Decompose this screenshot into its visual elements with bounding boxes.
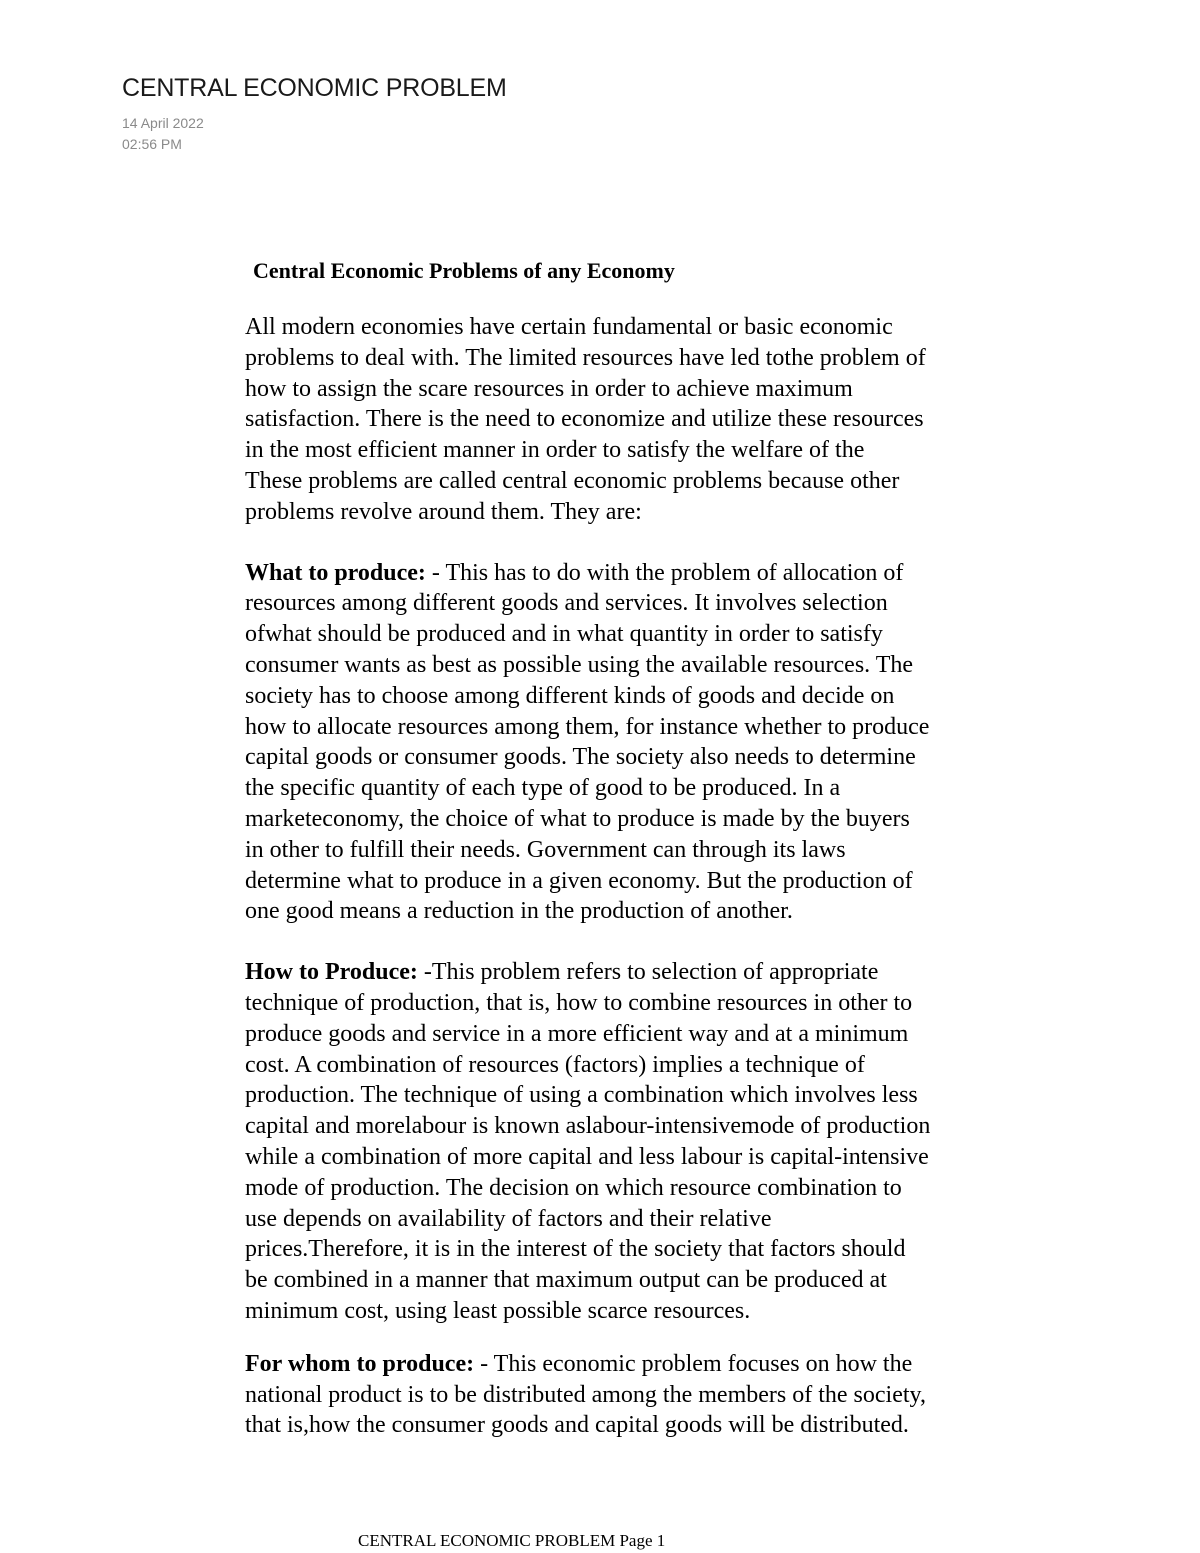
- text-line: mode of production. The decision on which resource combination to: [245, 1174, 902, 1201]
- how-to-produce-paragraph: [245, 957, 1065, 1327]
- text-line: in other to fulfill their needs. Government can through its laws: [245, 836, 846, 863]
- text-line: satisfaction. There is the need to economize and utilize these resources: [245, 406, 924, 433]
- document-body: [245, 256, 1065, 1441]
- what-to-produce-term: What to produce:: [245, 559, 426, 586]
- text-line: production. The technique of using a combination which involves less: [245, 1082, 918, 1109]
- text-line: in the most efficient manner in order to satisfy the welfare of the: [245, 437, 865, 464]
- paragraph-gap: [245, 927, 1065, 957]
- text-line: one good means a reduction in the production of another.: [245, 898, 793, 925]
- text-line: resources among different goods and services. It involves selection: [245, 590, 888, 617]
- page-footer: CENTRAL ECONOMIC PROBLEM Page 1: [358, 1531, 666, 1550]
- text-line: consumer wants as best as possible using the available resources. The: [245, 651, 914, 678]
- intro-paragraph: [245, 312, 1065, 528]
- text-line: marketeconomy, the choice of what to produce is made by the buyers: [245, 805, 910, 832]
- text-line: [245, 957, 1065, 988]
- text-line: problems revolve around them. They are:: [245, 498, 642, 525]
- for-whom-to-produce-term: For whom to produce:: [245, 1350, 475, 1377]
- page-title: CENTRAL ECONOMIC PROBLEM: [122, 74, 507, 102]
- text-line: how to assign the scare resources in order to achieve maximum: [245, 375, 853, 402]
- what-to-produce-lead: - This has to do with the problem of allocation of: [425, 559, 904, 586]
- note-date: 14 April 2022: [122, 115, 204, 131]
- text-line: the specific quantity of each type of good to be produced. In a: [245, 775, 841, 802]
- how-to-produce-lead: -This problem refers to selection of appropriate: [417, 959, 879, 986]
- text-line: [245, 1349, 1065, 1380]
- text-line: determine what to produce in a given economy. But the production of: [245, 867, 913, 894]
- text-line: how to allocate resources among them, for instance whether to produce: [245, 713, 930, 740]
- text-line: ofwhat should be produced and in what quantity in order to satisfy: [245, 621, 883, 648]
- what-to-produce-paragraph: [245, 558, 1065, 928]
- text-line: technique of production, that is, how to combine resources in other to: [245, 989, 913, 1016]
- text-line: be combined in a manner that maximum output can be produced at: [245, 1267, 887, 1294]
- document-heading: Central Economic Problems of any Economy: [253, 258, 675, 283]
- text-line: cost. A combination of resources (factors) implies a technique of: [245, 1051, 865, 1078]
- text-line: use depends on availability of factors and their relative: [245, 1205, 772, 1232]
- text-line: These problems are called central economic problems because other: [245, 467, 900, 494]
- text-line: capital goods or consumer goods. The society also needs to determine: [245, 744, 916, 771]
- note-time: 02:56 PM: [122, 136, 182, 152]
- text-line: problems to deal with. The limited resources have led tothe problem of: [245, 344, 926, 371]
- text-line: while a combination of more capital and less labour is capital-intensive: [245, 1143, 929, 1170]
- text-line: [245, 558, 1065, 589]
- text-line: society has to choose among different kinds of goods and decide on: [245, 682, 895, 709]
- text-line: minimum cost, using least possible scarce resources.: [245, 1297, 751, 1324]
- text-line: capital and morelabour is known aslabour-intensivemode of production: [245, 1113, 931, 1140]
- text-line: prices.Therefore, it is in the interest of the society that factors should: [245, 1236, 906, 1263]
- paragraph-gap: [245, 1327, 1065, 1349]
- how-to-produce-term: How to Produce:: [245, 959, 418, 986]
- paragraph-gap: [245, 528, 1065, 558]
- for-whom-to-produce-lead: - This economic problem focuses on how the: [474, 1350, 913, 1377]
- text-line: national product is to be distributed among the members of the society,: [245, 1381, 926, 1408]
- text-line: that is,how the consumer goods and capital goods will be distributed.: [245, 1412, 909, 1439]
- for-whom-to-produce-paragraph: [245, 1349, 1065, 1441]
- text-line: produce goods and service in a more efficient way and at a minimum: [245, 1020, 909, 1047]
- text-line: All modern economies have certain fundamental or basic economic: [245, 314, 893, 340]
